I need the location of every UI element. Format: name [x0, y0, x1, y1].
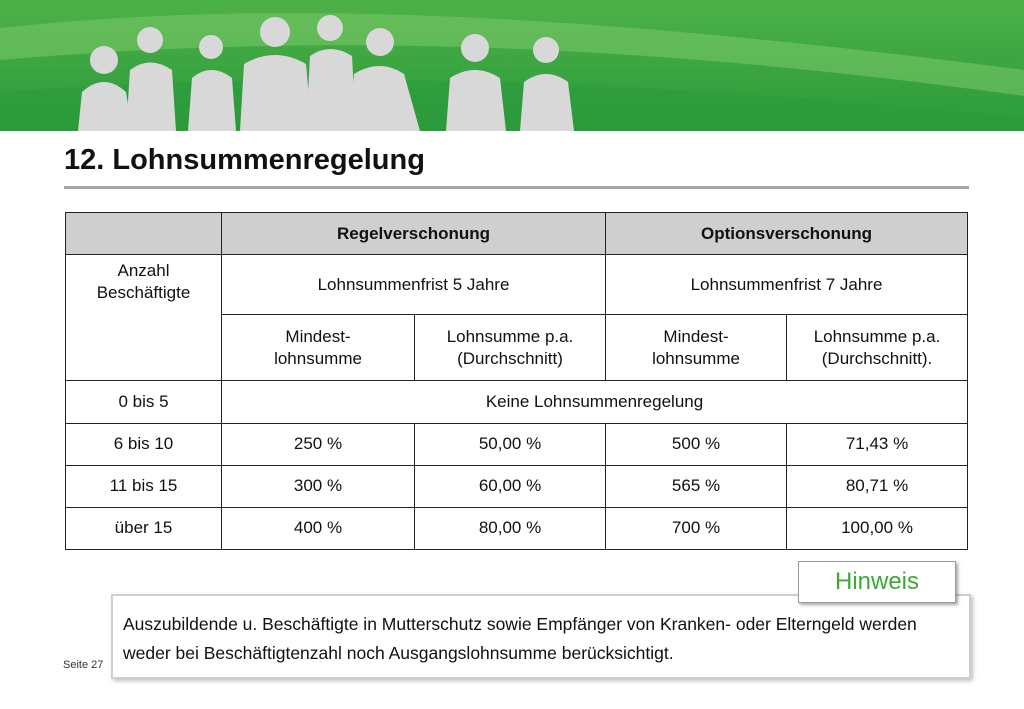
- row-label: über 15: [66, 507, 222, 549]
- table-corner-cell: [66, 213, 222, 255]
- header-optionsverschonung: Optionsverschonung: [606, 213, 968, 255]
- no-regelung-cell: Keine Lohnsummenregelung: [222, 381, 968, 423]
- table-cell: 250 %: [222, 423, 415, 465]
- table-cell: 300 %: [222, 465, 415, 507]
- table-row: [66, 381, 968, 423]
- table-cell: 565 %: [606, 465, 787, 507]
- subheader-mindest-option: Mindest- lohnsumme: [606, 315, 787, 381]
- header-regelverschonung: Regelverschonung: [222, 213, 606, 255]
- table-cell: 400 %: [222, 507, 415, 549]
- row-label: 11 bis 15: [66, 465, 222, 507]
- table-row: [66, 507, 968, 549]
- table-cell: 80,00 %: [415, 507, 606, 549]
- row-label: 0 bis 5: [66, 381, 222, 423]
- frist-regel: Lohnsummenfrist 5 Jahre: [222, 255, 606, 315]
- header-banner: [0, 0, 1024, 131]
- hinweis-text: Auszubildende u. Beschäftigte in Mutterschutz sowie Empfänger von Kranken- oder Elterngeld werden weder bei Beschäftigtenzahl noch Ausgangslohnsumme berücksichtigt.: [123, 614, 917, 663]
- page-number: Seite 27: [63, 659, 104, 671]
- table-cell: 500 %: [606, 423, 787, 465]
- table-cell: 50,00 %: [415, 423, 606, 465]
- row-label-anzahl: Anzahl Beschäftigte: [66, 255, 222, 381]
- table-row: [66, 465, 968, 507]
- page-title: 12. Lohnsummenregelung: [64, 144, 425, 176]
- lohnsummen-table: [65, 212, 968, 550]
- title-divider: [64, 186, 969, 189]
- table-cell: 60,00 %: [415, 465, 606, 507]
- hinweis-box: [111, 594, 971, 679]
- row-label: 6 bis 10: [66, 423, 222, 465]
- table-cell: 71,43 %: [787, 423, 968, 465]
- hinweis-label: Hinweis: [798, 561, 956, 603]
- table-cell: 80,71 %: [787, 465, 968, 507]
- table-row: [66, 423, 968, 465]
- subheader-mindest-regel: Mindest- lohnsumme: [222, 315, 415, 381]
- table-cell: 100,00 %: [787, 507, 968, 549]
- frist-option: Lohnsummenfrist 7 Jahre: [606, 255, 968, 315]
- subheader-schnitt-regel: Lohnsumme p.a. (Durchschnitt): [415, 315, 606, 381]
- subheader-schnitt-option: Lohnsumme p.a. (Durchschnitt).: [787, 315, 968, 381]
- table-cell: 700 %: [606, 507, 787, 549]
